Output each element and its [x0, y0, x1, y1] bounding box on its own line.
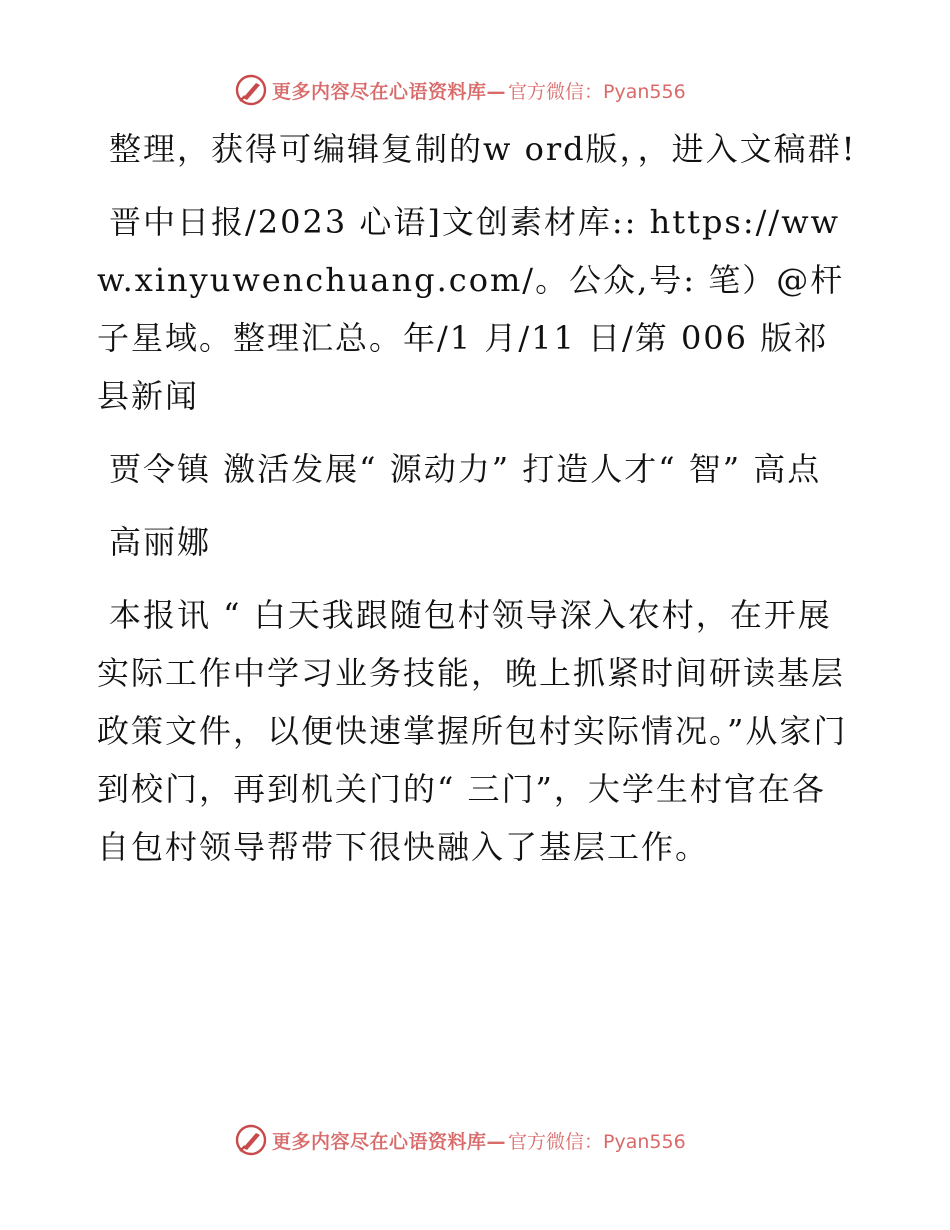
watermark-wechat-text: 官方微信：Pyan556	[508, 80, 686, 103]
header-watermark	[0, 70, 950, 110]
article-title: 贾令镇 激活发展“ 源动力” 打造人才“ 智” 高点	[109, 450, 822, 488]
watermark-site-text: 更多内容尽在心语资料库—	[272, 1130, 507, 1153]
watermark-wechat-text: 官方微信：Pyan556	[508, 1130, 686, 1153]
watermark-site-text: 更多内容尽在心语资料库—	[272, 80, 507, 103]
document-body	[97, 120, 857, 876]
paragraph-intro: 整理，获得可编辑复制的w ord版，，进入文稿群!	[109, 130, 857, 168]
footer-watermark	[0, 1120, 950, 1160]
article-body: 本报讯 “ 白天我跟随包村领导深入农村，在开展实际工作中学习业务技能，晚上抓紧时间研读基层政策文件，以便快速掌握所包村实际情况。”从家门到校门，再到机关门的“ 三门”，大学生村官在各自包村领导帮带下很快融入了基层工作。	[97, 596, 848, 866]
quill-pen-logo-icon	[234, 1123, 268, 1157]
article-author: 高丽娜	[109, 523, 212, 561]
quill-pen-logo-icon	[234, 73, 268, 107]
paragraph-source: 晋中日报/2023 心语]文创素材库:: https://www.xinyuwenchuang.com/。公众,号: 笔）@杆子星域。整理汇总。年/1 月/11 日/第 006 版祁县新闻	[97, 203, 845, 415]
